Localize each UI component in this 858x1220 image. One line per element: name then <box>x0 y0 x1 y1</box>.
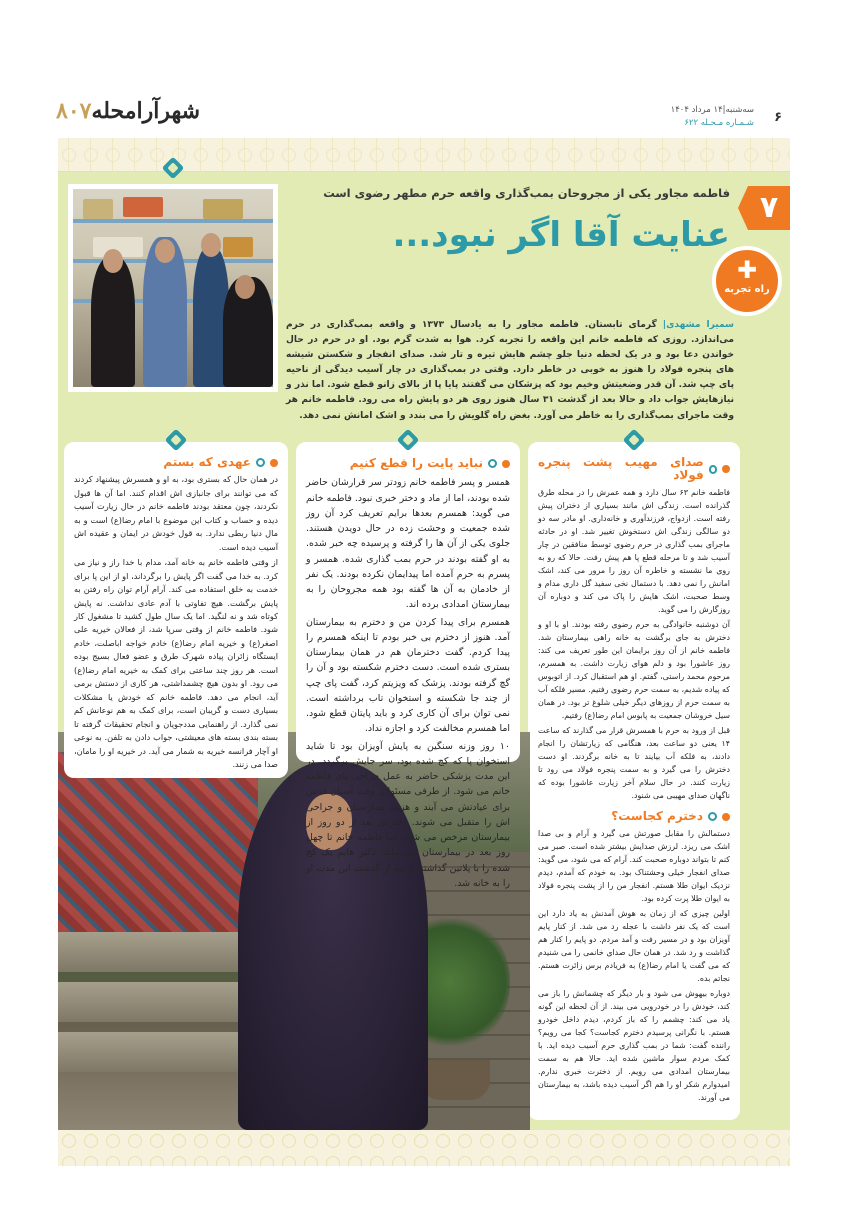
shop-photo <box>68 184 278 392</box>
paragraph: فاطمه خانم ۶۳ سال دارد و همه عمرش را در محله طرق گذرانده است. زندگی اش مانند بسیاری از دختران پیش رفته است. ازدواج، فرزندآوری و خانه‌داری. او مادر سه دو دو سالگی زندگی اش دستخوش تغییر شد. او در حادثه ماجرای بمب گذاری در حرم رضوی توسط منافقین در چار آسیب شد و تا مرحله قطع پا هم پیش رفت. حالا که رو به روی ما نشسته و خاطره آن روز را مرور می کند، اشک امانش را نمی دهد. با دستمال نخی سفید گل داری مدام و وسط صحبت، اشک هایش را پاک می کند و دوباره آن روزگارش را می گوید. <box>538 488 731 614</box>
issue-info <box>671 104 754 130</box>
paragraph: از وقتی فاطمه خانم به خانه آمد، مدام با خدا راز و نیاز می کرد. به خدا می گفت اگر پایش را برگرداند، او از این پا برای خدمت به خلق استفاده می کند. آرام آرام توان راه رفتن به پایش برگشت. هیچ تفاوتی با آدم عادی نداشت. نه پایش کوتاه شد و نه لنگید. اما یک سال طول کشید تا مشغول کار شود. فاطمه خانم از وقتی سرپا شد، از فعالان خیریه علی اصغر(ع) و خیریه امام رضا(ع) خادم خواجه اباصلت، خادم ایستگاه زائران پیاده شهرک طرق و عضو فعال بسیج بوده است. هر روز چند ساعتی برای کمک به خیریه امام رضا(ع) می رود. او بدون هیچ چشمداشتی، هر کاری از دستش برمی آید، انجام می دهد. فاطمه خانم که خودش یا مشکلات بسیاری دست و گریبان است، برای کمک به هم نوعانش کم نمی گذارد. از راهنمایی مددجویان و انجام تحقیقات گرفته تا بسته بندی بسته های معیشتی، جواب دادن به تلفن. به نوعی او آچار فرانسه خیریه به شمار می آید. در خیریه او را مامان، صدا می زنند. <box>74 557 278 769</box>
ornament-icon <box>395 430 421 452</box>
section-label: راه تجربه <box>724 284 770 295</box>
subheading: نباید پایت را قطع کنیم <box>306 456 510 471</box>
paragraph: اولین چیزی که از زمان به هوش آمدنش به یاد دارد این است که یک نفر داشت با عجله رد می شد. از کنار پایم آویزان بود و در مسیر رفت و آمد مردم. دو پایم را کنار هم گذاشت و رد شد. در همان حال صدای خانمی را می شنیدم که می گفت یا امام رضا(ع) به فریادم برس زائرت هستم. نجاتم بده. <box>538 909 730 983</box>
paragraph: همسر و پسر فاطمه خانم زودتر سر قرارشان حاضر شده بودند، اما از ماد و دختر خبری نبود. فاطمه خانم می گوید: همسرم بعدها برایم تعریف کرد آن روز شده جمعیت و وحشت زده در حال دویدن هستند. جلوی یکی از آن ها را گرفته و پرسیده چه خبر شده. به او گفته بودند در حرم بمب گذاری شده. همسر و پسرم به حرم آمده اما پیدایمان نکرده بودند. یک نفر از خادمان به آن ها گفته بود همه مجروحان را به بیمارستان امدادی برده اند. <box>306 477 510 611</box>
paragraph: در همان حال که بستری بود، به او و همسرش پیشنهاد کردند که می توانند برای جانبازی اش اقدام کنند. اما آن ها قبول نکردند، چون معتقد بودند فاطمه خانم در حال زیارت آسیب دیده و حساب و کتاب این موضوع با امام رضا(ع) است و به مال دنیا ربطی ندارد. به قول خودش در ایمان و عقیده اش آسیب دیده است. <box>74 474 278 552</box>
article-title: عنایت آقا اگر نبود... <box>392 215 730 255</box>
column-left <box>64 442 288 778</box>
ornament-icon <box>621 430 647 452</box>
article-kicker: فاطمه مجاور یکی از مجروحان بمب‌گذاری واقعه حرم مطهر رضوی است <box>323 186 730 200</box>
paragraph: آن دوشنبه خانوادگی به حرم رضوی رفته بودند. او با او و دخترش به جای برگشت به خانه راهی بیمارستان شد. فاطمه خانم از آن روز برایمان این طور تعریف می کند: روز عاشورا بود و دلم هوای زیارت داشت. به همسرم، مرحوم محمد راستی، گفتم. او هم استقبال کرد. از اتوبوس که پیاده شدیم، به سمت حرم رضوی رفتیم. مسیر فلکه آب به سمت حرم از روزهای دیگر خیلی شلوغ تر بود. در همان سیل خروشان جمعیت به پابوس امام رضا(ع) رفتیم. <box>538 620 730 720</box>
paragraph: قبل از ورود به حرم با همسرش قرار می گذارند که ساعت ۱۴ یعنی دو ساعت بعد، هنگامی که زیارتشان را انجام دادند، به فلکه آب بیایند تا به خانه برگردند. او دست دخترش را می گیرد و به سمت پنجره فولاد می رود تا زیارت کنند. در حال سلام آخر زیارت عاشورا بوده که ناگهان صدای مهیبی می شنود. <box>538 726 730 800</box>
issue-number: شـمـاره مـحـله ۶۲۲ <box>684 118 754 128</box>
column-middle <box>296 442 520 902</box>
puzzle-icon: ✚ <box>736 256 758 284</box>
paragraph: همسرم برای پیدا کردن من و دخترم به بیمارستان آمد. هنوز از دخترم بی خبر بودم تا اینکه همسرم را پیدا کردم. گفت دخترمان هم در همان بیمارستان بستری شده است. دست دخترم شکسته بود و آن را گچ گرفته بودند. پزشک که ویزیتم کرد، گفت پای چپ از چند جا شکسته و استخوان تاب برداشته است. نمی توان برای آن کاری کرد و باید پایتان قطع شود. اما همسرم مخالفت کرد و اجازه نداد. <box>306 616 510 735</box>
column-right <box>528 442 740 1120</box>
paragraph: دوباره بیهوش می شود و بار دیگر که چشمانش را باز می کند، خودش را در خودرویی می بیند. از آن لحظه این گونه یاد می کند: چشمم را که باز کردم، دیدم داخل خودرو هستم. با نگرانی پرسیدم دخترم کجاست؟ کجا می رویم؟ راننده گفت: شما در بمب گذاری حرم آسیب دیده اید. با کمک مردم سوار ماشین شده اید. حالا هم به سمت بیمارستان امدادی می رویم. از دخترت خبری ندارم. امیدوارم شکر او را هم اگر آسیب دیده باشد، به بیمارستان می آورند. <box>538 989 730 1102</box>
subheading: دخترم کجاست؟ <box>538 810 730 823</box>
subheading: صدای مهیب پشت پنجره فولاد <box>538 456 730 482</box>
ornament-icon <box>163 430 189 452</box>
magazine-logo: شهرآرامحله۸۰۷ <box>56 98 201 124</box>
page-number: ۶ <box>774 110 782 125</box>
lead-source: سمیرا مشهدی| <box>662 320 734 330</box>
paragraph: دستمالش را مقابل صورتش می گیرد و آرام و بی صدا اشک می ریزد. لرزش صدایش بیشتر شده است. صبر می کنم تا بتواند دوباره صحبت کند. آرام که می شود، می گوید: صدای انفجار خیلی وحشتناک بود. به خودم که آمدم، دیدم نزدیک ایوان طلا هستم. انفجار من را از پشت پنجره فولاد به ایوان طلا پرت کرده بود. <box>538 829 730 903</box>
panel-side-strip <box>748 172 790 1130</box>
article-number-badge: ۷ <box>748 186 790 230</box>
page-header <box>52 98 782 140</box>
paragraph: ۱۰ روز وزنه سنگین به پایش آویزان بود تا شاید استخوان پا که کج شده بود، سر جایش برگردد. در این مدت پزشکی حاضر به عمل جراحی پای فاطمه خانم می شود. از طرفی مسئولان وقت آستان قدس برای عیادتش می آیند و هزینه بیمارستان و جراحی اش را متقبل می شوند. دخترش بعد از دو روز از بیمارستان مرخص می شود. اما فاطمه خانم تا چهل روز بعد در بیمارستان می ماند. دکتر هایم یک کج شده را با پلاتین گذاشتند و بعد از گذشت این مدت او را به خانه شد. <box>306 740 510 889</box>
issue-date: سه‌شنبه|۱۴ مرداد ۱۴۰۴ <box>670 105 754 115</box>
ornament-icon <box>160 158 186 180</box>
lead-paragraph: سمیرا مشهدی| گرمای تابستان. فاطمه مجاور را به یادسال ۱۳۷۳ و واقعه بمب‌گذاری در حرم می‌اندازد. روزی که فاطمه خانم این واقعه را تجربه کرد. هوا به شدت گرم بود. او در حرم در حال خواندن دعا بود و در یک لحظه دنیا جلو چشم هایش تیره و تار شد. صدای انفجار و شکستن شیشه های پنجره فولاد را هنوز به خوبی در خاطر دارد. وقتی در بمب‌گذاری در چار آسیب دیدگی از ناحیه پای چپ شد. آن قدر وضعیتش وخیم بود که پزشکان می گفتند پایا پا از بالای زانو قطع شود. اما نذر و نیازهایش جواب داد و حالا بعد از گذشت ۳۱ سال هنوز روی هر دو پایش راه می رود. فاطمه خانم هر وقت ماجرای بمب‌گذاری را به خاطر می آورد. بغض راه گلویش را می بندد و اشک امانش نمی دهد. <box>286 320 734 421</box>
decorative-pattern-bottom <box>58 1130 790 1166</box>
subheading: عهدی که بستم <box>74 456 278 469</box>
